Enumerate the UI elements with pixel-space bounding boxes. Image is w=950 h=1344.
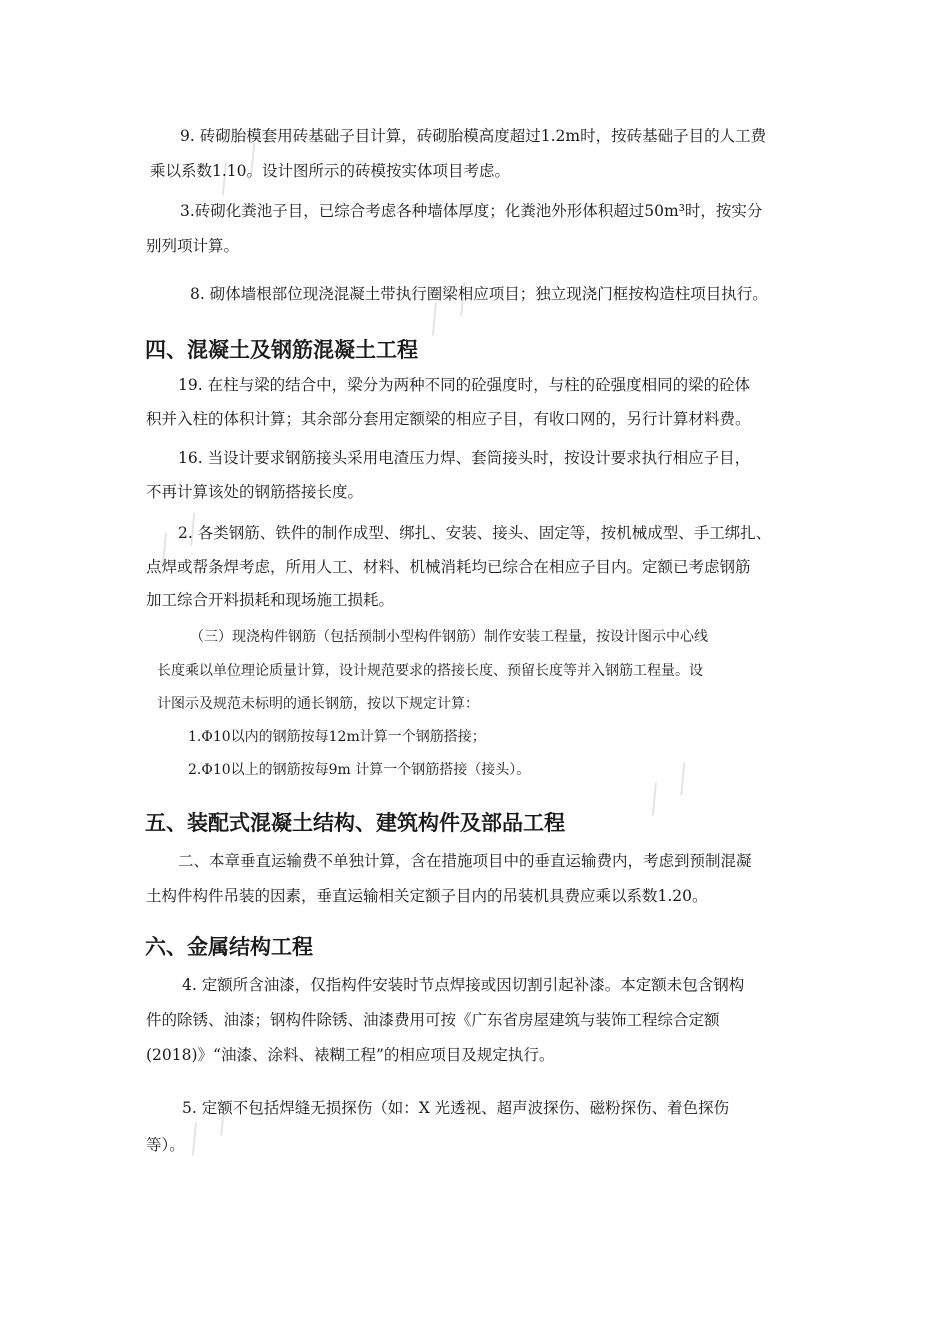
paragraph-line: 9. 砖砌胎模套用砖基础子目计算，砖砌胎模高度超过1.2m时，按砖基础子目的人工费 — [180, 127, 767, 145]
section-heading: 四、混凝土及钢筋混凝土工程 — [145, 338, 418, 362]
paragraph-line: 16. 当设计要求钢筋接头采用电渣压力焊、套筒接头时，按设计要求执行相应子目， — [178, 449, 751, 467]
section-heading: 六、金属结构工程 — [145, 935, 313, 959]
paragraph-line: 5. 定额不包括焊缝无损探伤（如：X 光透视、超声波探伤、磁粉探伤、着色探伤 — [182, 1099, 730, 1117]
watermark-mark: ⟋ ⟋ — [203, 136, 275, 204]
paragraph-line: （三）现浇构件钢筋（包括预制小型构件钢筋）制作安装工程量，按设计图示中心线 — [190, 629, 708, 645]
paragraph-line: 加工综合开料损耗和现场施工损耗。 — [146, 591, 395, 609]
paragraph-line: 8. 砌体墙根部位现浇混凝土带执行圈梁相应项目；独立现浇门框按构造柱项目执行。 — [190, 285, 768, 303]
paragraph-line: 长度乘以单位理论质量计算，设计规范要求的搭接长度、预留长度等并入钢筋工程量。设 — [157, 663, 703, 679]
paragraph-line: 计图示及规范未标明的通长钢筋，按以下规定计算： — [157, 696, 479, 712]
paragraph-line: 3.砖砌化粪池子目，已综合考虑各种墙体厚度；化粪池外形体积超过50m³时，按实分 — [180, 202, 763, 220]
paragraph-line: 乘以系数1.10。设计图所示的砖模按实体项目考虑。 — [150, 162, 511, 180]
paragraph-line: 19. 在柱与梁的结合中，梁分为两种不同的砼强度时，与柱的砼强度相同的梁的砼体 — [178, 376, 751, 394]
list-item: 2.Φ10以上的钢筋按每9m 计算一个钢筋搭接（接头）。 — [188, 762, 531, 778]
paragraph-line: 2. 各类钢筋、铁件的制作成型、绑扎、安装、接头、固定等，按机械成型、手工绑扎、 — [178, 524, 772, 542]
watermark-mark: ⟋ ⟋ — [143, 506, 215, 574]
paragraph-line: 积并入柱的体积计算；其余部分套用定额梁的相应子目，有收口网的，另行计算材料费。 — [146, 410, 751, 428]
paragraph-line: 等）。 — [146, 1136, 185, 1154]
paragraph-line: 不再计算该处的钢筋搭接长度。 — [146, 483, 364, 501]
paragraph-line: 件的除锈、油漆；钢构件除锈、油漆费用可按《广东省房屋建筑与装饰工程综合定额 — [146, 1011, 720, 1029]
paragraph-line: 别列项计算。 — [146, 237, 240, 255]
section-heading: 五、装配式混凝土结构、建筑构件及部品工程 — [145, 811, 565, 835]
watermark-mark: ⟋ ⟋ — [173, 1096, 245, 1164]
paragraph-line: (2018)》“油漆、涂料、裱糊工程”的相应项目及规定执行。 — [146, 1046, 555, 1064]
list-item: 1.Φ10以内的钢筋按每12m计算一个钢筋搭接； — [188, 729, 486, 745]
paragraph-line: 土构件构件吊装的因素，垂直运输相关定额子目内的吊装机具费应乘以系数1.20。 — [146, 887, 708, 905]
watermark-mark: ⟋ ⟋ — [633, 756, 705, 824]
paragraph-line: 点焊或帮条焊考虑，所用人工、材料、机械消耗均已综合在相应子目内。定额已考虑钢筋 — [146, 558, 751, 576]
paragraph-line: 4. 定额所含油漆，仅指构件安装时节点焊接或因切割引起补漆。本定额未包含钢构 — [182, 976, 745, 994]
watermark-mark: ⟋ ⟋ — [413, 276, 485, 344]
paragraph-line: 二、本章垂直运输费不单独计算，含在措施项目中的垂直运输费内，考虑到预制混凝 — [178, 852, 752, 870]
